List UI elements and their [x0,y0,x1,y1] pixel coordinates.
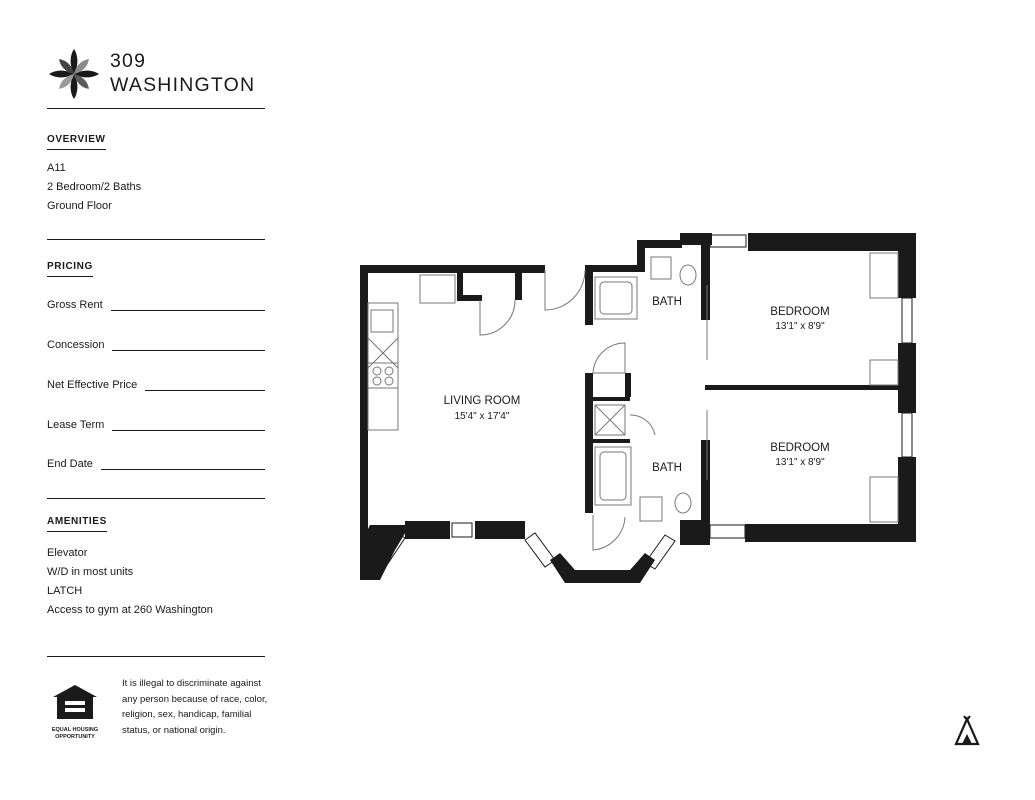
pricing-row-lease-term [47,415,265,431]
window [525,533,555,567]
flower-logo-icon [48,48,100,100]
pricing-blank [112,340,265,351]
overview-title: OVERVIEW [47,134,106,150]
unit-type: 2 Bedroom/2 Baths [47,181,142,193]
wall [360,525,410,580]
door-swing [480,300,515,335]
wall [475,521,525,539]
pricing-blank [111,300,265,311]
burner [373,377,381,385]
bath-sink [651,257,671,279]
divider [47,108,265,109]
wall [701,440,710,525]
living-room-dims: 15'4" x 17'4" [454,411,510,422]
building-name [110,49,255,97]
unit-number: A11 [47,162,66,174]
wall [515,270,522,300]
wall [748,233,916,251]
living-room-label: LIVING ROOM [443,395,521,407]
building-number: 309 [110,50,147,72]
equal-housing-text: EQUAL HOUSING OPPORTUNITY [51,727,99,740]
window [902,298,912,343]
pricing-label: Net Effective Price [47,379,138,391]
wall [550,553,655,583]
amenity-item: Elevator [47,547,88,559]
wall [405,521,450,539]
pricing-label: Lease Term [47,419,105,431]
stove [368,363,398,388]
door-swing [593,343,625,373]
closet [870,253,898,298]
door-swing [545,270,585,310]
window [710,235,746,247]
wall [585,439,630,443]
bedroom-bottom-label: BEDROOM [770,442,830,454]
wall [585,265,640,272]
bedroom-top-label: BEDROOM [770,306,830,318]
pricing-blank [145,380,265,391]
kitchen-sink [371,310,393,332]
floor-plan [355,225,925,590]
burner [385,367,393,375]
wall [680,233,712,245]
legal-notice: It is illegal to discriminate against any person because of race, color, religion, sex, handicap, familial status, or national origin. [122,678,268,736]
closet [870,477,898,522]
building-street: WASHINGTON [110,74,256,96]
tent-icon [953,715,981,747]
wall [457,295,482,301]
bath-sink [640,497,662,521]
bathtub-basin [600,452,626,500]
window [710,525,745,538]
divider [47,656,265,657]
bedroom-bottom-dims: 13'1" x 8'9" [775,457,825,468]
divider [47,239,265,240]
bathtub-basin [600,282,632,314]
wall [705,385,900,390]
wall [745,524,916,542]
refrigerator [420,275,455,303]
wall [585,265,593,325]
pricing-row-net-effective [47,375,265,391]
wall [701,245,710,320]
equal-housing-icon [48,683,102,723]
burner [385,377,393,385]
wall [625,373,631,397]
pricing-row-end-date [47,454,265,470]
door-swing [593,515,625,550]
wall [898,233,916,298]
amenity-item: LATCH [47,585,83,597]
pricing-row-concession [47,335,265,351]
door-swing [630,415,655,435]
pricing-blank [101,459,265,470]
toilet [680,265,696,285]
pricing-label: Gross Rent [47,299,103,311]
pricing-blank [112,420,265,431]
wall [637,240,682,248]
bedroom-top-dims: 13'1" x 8'9" [775,321,825,332]
wall [680,520,710,545]
divider [47,498,265,499]
bath-top-label: BATH [652,296,682,308]
pricing-label: Concession [47,339,105,351]
burner [373,367,381,375]
toilet [675,493,691,513]
wall [585,397,630,401]
pricing-title: PRICING [47,261,93,277]
closet [870,360,898,385]
pricing-row-gross-rent [47,295,265,311]
window [452,523,472,537]
wall [898,343,916,413]
pricing-label: End Date [47,458,93,470]
amenities-title: AMENITIES [47,516,107,532]
amenity-item: W/D in most units [47,566,134,578]
window [902,413,912,457]
amenity-item: Access to gym at 260 Washington [47,604,213,616]
bath-bottom-label: BATH [652,462,682,474]
unit-floor: Ground Floor [47,200,112,212]
